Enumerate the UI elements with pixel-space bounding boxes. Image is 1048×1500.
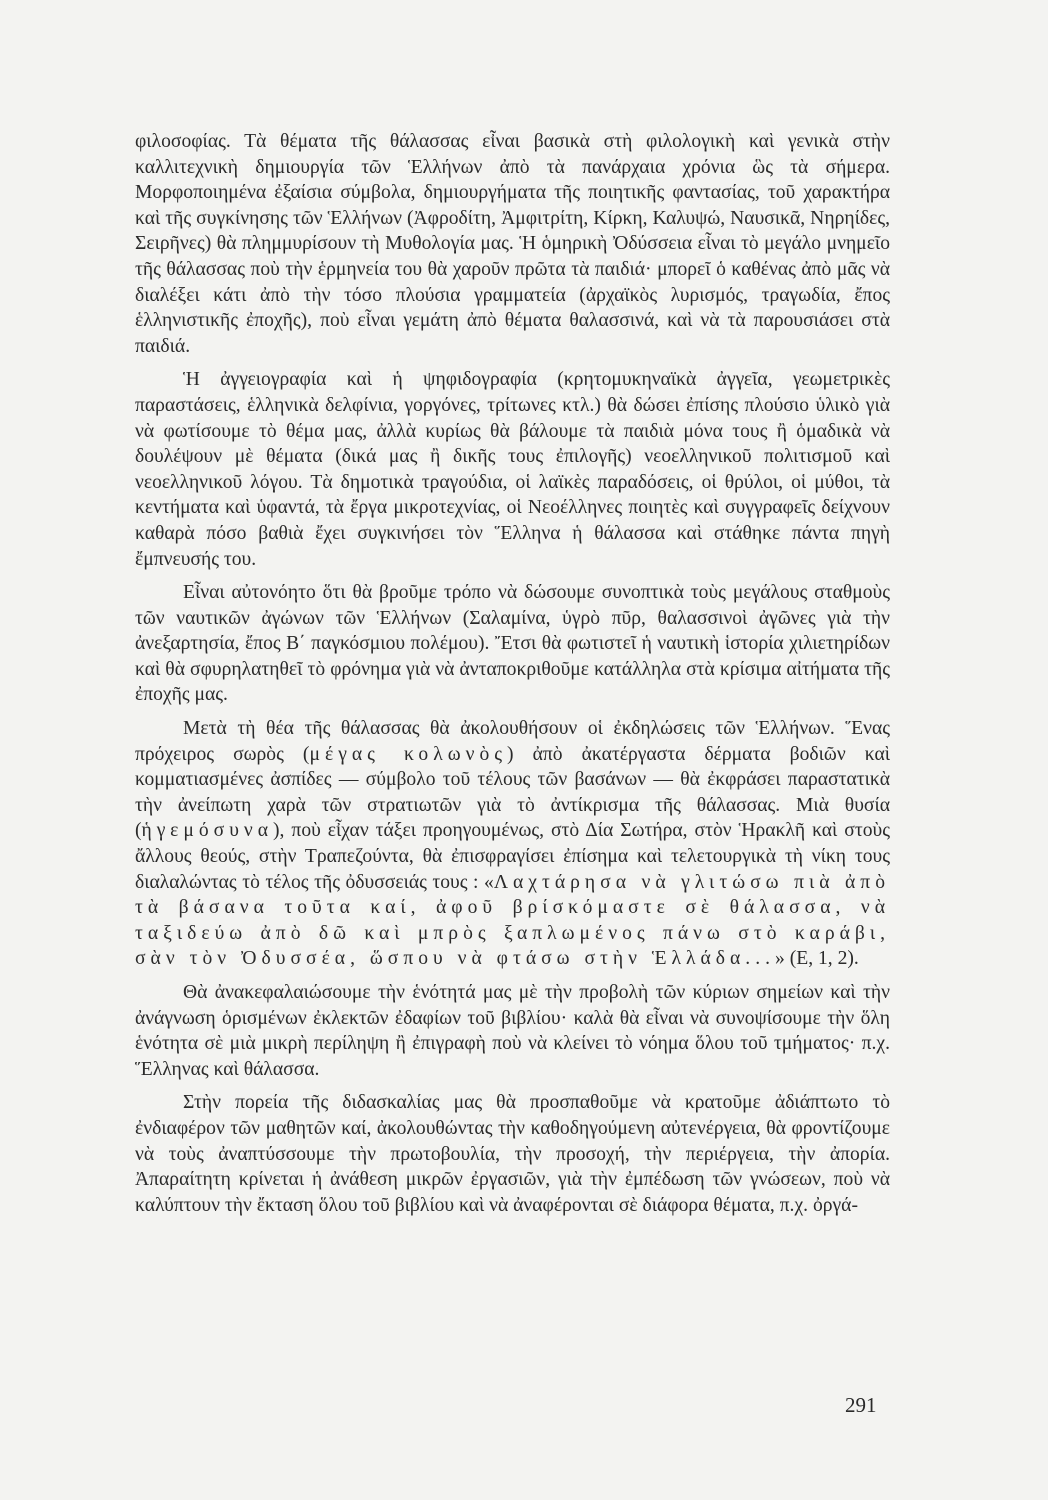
paragraph-4-text-after: » (Ε, 1, 2).: [775, 948, 859, 970]
paragraph-4-text-before: Μετὰ τὴ θέα τῆς θάλασσας θὰ ἀκολουθήσουν οἱ ἐκδηλώσεις τῶν Ἑλλήνων. Ἕνας πρόχειρος σωρὸς (: [135, 718, 890, 765]
paragraph-1: φιλοσοφίας. Τὰ θέματα τῆς θάλασσας εἶναι βασικὰ στὴ φιλολογικὴ καὶ γενικὰ στὴν καλλιτεχνικὴ δημιουργία τῶν Ἑλλήνων ἀπὸ τὰ πανάρχαια χρόνια ὣς τὰ σήμερα. Μορφοποιημένα ἐξαίσια σύμβολα, δημιουργήματα τῆς ποιητικῆς φαντασίας, τοῦ χαρακτήρα καὶ τῆς συγκίνησης τῶν Ἑλλήνων (Ἀφροδίτη, Ἀμφιτρίτη, Κίρκη, Καλυψώ, Ναυσικᾶ, Νηρηίδες, Σειρῆνες) θὰ πλημμυρίσουν τὴ Μυθολογία μας. Ἡ ὁμηρικὴ Ὀδύσσεια εἶναι τὸ μεγάλο μνημεῖο τῆς θάλασσας ποὺ τὴν ἑρμηνεία του θὰ χαροῦν πρῶτα τὰ παιδιά· μπορεῖ ὁ καθένας ἀπὸ μᾶς νὰ διαλέξει κάτι ἀπὸ τὴν τόσο πλούσια γραμματεία (ἀρχαϊκὸς λυρισμός, τραγωδία, ἔπος ἑλληνιστικῆς ἐποχῆς), ποὺ εἶναι γεμάτη ἀπὸ θέματα θαλασσινά, καὶ νὰ τὰ παρουσιάσει στὰ παιδιά.: [135, 131, 890, 357]
spaced-phrase-hegemosyna: ἡγεμόσυνα: [141, 820, 274, 842]
paragraph-4-text-middle-1: ) ἀπὸ ἀκατέργαστα δέρματα βοδιῶν καὶ κομματιασμένες ἀσπίδες — σύμβολο τοῦ τέλους τῶν βασάνων — θὰ ἐκφράσει παραστατικὰ τὴν ἀνείπωτη χαρὰ τῶν στρατιωτῶν γιὰ τὸ ἀντίκρισμα τῆς θάλασσας. Μιὰ θυσία (: [135, 743, 890, 842]
paragraph-2: Ἡ ἀγγειογραφία καὶ ἡ ψηφιδογραφία (κρητομυκηναϊκὰ ἀγγεῖα, γεωμετρικὲς παραστάσεις, ἑλληνικὰ δελφίνια, γοργόνες, τρίτωνες κτλ.) θὰ δώσει ἐπίσης πλούσιο ὑλικὸ γιὰ νὰ φωτίσουμε τὸ θέμα μας, ἀλλὰ κυρίως θὰ βάλουμε τὰ παιδιὰ μόνα τους ἢ ὁμαδικὰ νὰ δουλέψουν μὲ θέματα (δικά μας ἢ δικῆς τους ἐπιλογῆς) νεοελληνικοῦ πολιτισμοῦ καὶ νεοελληνικοῦ λόγου. Τὰ δημοτικὰ τραγούδια, οἱ λαϊκὲς παραδόσεις, οἱ θρύλοι, οἱ μύθοι, τὰ κεντήματα καὶ ὑφαντά, τὰ ἔργα μικροτεχνίας, οἱ Νεοέλληνες ποιητὲς καὶ συγγραφεῖς δείχνουν καθαρὰ πόσο βαθιὰ ἔχει συγκινήσει τὸν Ἕλληνα ἡ θάλασσα καὶ στάθηκε πάντα πηγὴ ἔμπνευσής του.: [135, 369, 890, 570]
paragraph-4-text-middle-2: ), ποὺ εἶχαν τάξει προηγουμένως, στὸ Δία Σωτήρα, στὸν Ἡρακλῆ καὶ στοὺς ἄλλους θεούς, στὴν Τραπεζούντα, θὰ ἐπισφραγίσει ἐπίσημα καὶ τελετουργικὰ τὴ νίκη τους διαλαλώντας τὸ τέλος τῆς ὀδυσσειάς τους : «: [135, 820, 890, 893]
body-text: [135, 129, 890, 1218]
paragraph-3: Εἶναι αὐτονόητο ὅτι θὰ βροῦμε τρόπο νὰ δώσουμε συνοπτικὰ τοὺς μεγάλους σταθμοὺς τῶν ναυτικῶν ἀγώνων τῶν Ἑλλήνων (Σαλαμίνα, ὑγρὸ πῦρ, θαλασσινοὶ ἀγῶνες γιὰ τὴν ἀνεξαρτησία, ἔπος Β΄ παγκόσμιου πολέμου). Ἔτσι θὰ φωτιστεῖ ἡ ναυτικὴ ἱστορία χιλιετηρίδων καὶ θὰ σφυρηλατηθεῖ τὸ φρόνημα γιὰ νὰ ἀνταποκριθοῦμε κατάλληλα στὰ κρίσιμα αἰτήματα τῆς ἐποχῆς μας.: [135, 582, 890, 706]
spaced-phrase-megas-kolonos: μέγας κολωνὸς: [309, 743, 508, 765]
spaced-quotation: Λαχτάρησα νὰ γλιτώσω πιὰ ἀπὸ τὰ βάσανα τοῦτα καί, ἀφοῦ βρίσκόμαστε σὲ θάλασσα, νὰ ταξιδεύω ἀπὸ δῶ καὶ μπρὸς ξαπλωμένος πάνω στὸ καράβι, σὰν τὸν Ὀδυσσέα, ὥσπου νὰ φτάσω στὴν Ἑλλάδα...: [135, 871, 890, 970]
paragraph-5: Θὰ ἀνακεφαλαιώσουμε τὴν ἑνότητά μας μὲ τὴν προβολὴ τῶν κύριων σημείων καὶ τὴν ἀνάγνωση ὁρισμένων ἐκλεκτῶν ἐδαφίων τοῦ βιβλίου· καλὰ θὰ εἶναι νὰ συνοψίσουμε τὴν ὅλη ἑνότητα σὲ μιὰ μικρὴ περίληψη ἢ ἐπιγραφὴ ποὺ νὰ κλείνει τὸ νόημα ὅλου τοῦ τμήματος· π.χ. Ἕλληνας καὶ θάλασσα.: [135, 982, 890, 1080]
page-number: 291: [845, 1393, 877, 1417]
paragraph-6: Στὴν πορεία τῆς διδασκαλίας μας θὰ προσπαθοῦμε νὰ κρατοῦμε ἀδιάπτωτο τὸ ἐνδιαφέρον τῶν μαθητῶν καί, ἀκολουθώντας τὴν καθοδηγούμενη αὐτενέργεια, θὰ φροντίζουμε νὰ τοὺς ἀναπτύσσουμε τὴν πρωτοβουλία, τὴν προσοχή, τὴν περιέργεια, τὴν ἀπορία. Ἀπαραίτητη κρίνεται ἡ ἀνάθεση μικρῶν ἐργασιῶν, γιὰ τὴν ἐμπέδωση τῶν γνώσεων, ποὺ νὰ καλύπτουν τὴν ἔκταση ὅλου τοῦ βιβλίου καὶ νὰ ἀναφέρονται σὲ διάφορα θέματα, π.χ. ὀργά-: [135, 1092, 890, 1216]
paragraph-4: [135, 716, 890, 972]
